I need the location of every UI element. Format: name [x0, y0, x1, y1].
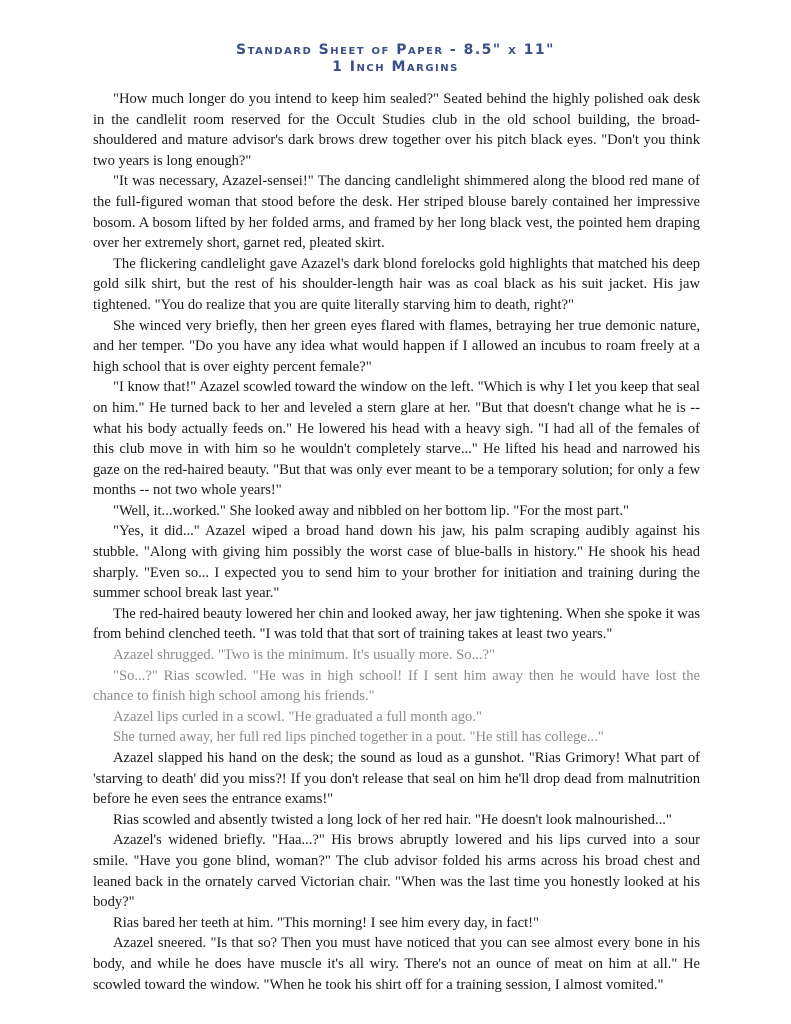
page-header — [0, 42, 791, 76]
paragraph: Azazel sneered. "Is that so? Then you must have noticed that you can see almost every bone in his body, and while he does have muscle it's all wiry. There's not an ounce of meat on him at all." He scowled toward the window. "When he took his shirt off for a training session, I almost vomited." — [93, 935, 700, 993]
header-line-2: 1 Inch Margins — [332, 59, 459, 75]
paragraph: Azazel slapped his hand on the desk; the sound as loud as a gunshot. "Rias Grimory! What part of 'starving to death' did you miss?! If you don't release that seal on him he'll drop dead from malnutrition before he even sees the entrance exams!" — [93, 750, 700, 808]
paragraph: Azazel lips curled in a scowl. "He graduated a full month ago." — [113, 708, 482, 725]
paragraph: "It was necessary, Azazel-sensei!" The dancing candlelight shimmered along the blood red mane of the full-figured woman that stood before the desk. Her striped blouse barely contained her impressive bosom. A bosom lifted by her folded arms, and framed by her long black vest, the pointed hem draping over her extremely short, garnet red, pleated skirt. — [93, 173, 700, 252]
paragraph: She turned away, her full red lips pinched together in a pout. "He still has college..." — [113, 729, 604, 746]
paragraph: "Yes, it did..." Azazel wiped a broad hand down his jaw, his palm scraping audibly against his stubble. "Along with giving him possibly the worst case of blue-balls in history." He shook his head sharply. "Even so... I expected you to send him to your brother for initiation and training during the summer school break last year." — [93, 523, 700, 602]
paragraph: Rias scowled and absently twisted a long lock of her red hair. "He doesn't look malnourished..." — [113, 811, 672, 828]
paragraph: "How much longer do you intend to keep him sealed?" Seated behind the highly polished oak desk in the candlelit room reserved for the Occult Studies club in the old school building, the broad-shouldered and mature advisor's dark brows drew together over his pitch black eyes. "Don't you think two years is long enough?" — [93, 91, 700, 169]
paragraph: Rias bared her teeth at him. "This morning! I see him every day, in fact!" — [113, 914, 539, 931]
paragraph: The red-haired beauty lowered her chin and looked away, her jaw tightening. When she spoke it was from behind clenched teeth. "I was told that that sort of training takes at least two years." — [93, 605, 700, 643]
paragraph: "So...?" Rias scowled. "He was in high school! If I sent him away then he would have lost the chance to finish high school among his friends." — [93, 667, 700, 705]
header-line-1: Standard Sheet of Paper - 8.5" x 11" — [236, 42, 555, 58]
paragraph: "I know that!" Azazel scowled toward the window on the left. "Which is why I let you keep that seal on him." He turned back to her and leveled a stern glare at her. "But that doesn't change what he is -- what his body actually feeds on." He lowered his head with a heavy sigh. "I had all of the females of this club move in with him so he wouldn't completely starve..." He lifted his head and narrowed his gaze on the red-haired beauty. "But that was only ever meant to be a temporary solution; for only a few months -- not two whole years!" — [93, 379, 700, 499]
paragraph: Azazel shrugged. "Two is the minimum. It's usually more. So...?" — [113, 647, 495, 664]
paragraph: She winced very briefly, then her green eyes flared with flames, betraying her true demonic nature, and her temper. "Do you have any idea what would happen if I allowed an incubus to roam freely at a high school that is over eighty percent female?" — [93, 317, 700, 375]
story-text — [93, 89, 700, 995]
paragraph: The flickering candlelight gave Azazel's dark blond forelocks gold highlights that matched his deep gold silk shirt, but the rest of his shoulder-length hair was as coal black as his suit jacket. His jaw tightened. "You do realize that you are quite literally starving him to death, right?" — [93, 255, 700, 313]
paragraph: "Well, it...worked." She looked away and nibbled on her bottom lip. "For the most part." — [113, 502, 629, 519]
paragraph: Azazel's widened briefly. "Haa...?" His brows abruptly lowered and his lips curved into a sour smile. "Have you gone blind, woman?" The club advisor folded his arms across his broad chest and leaned back in the ornately carved Victorian chair. "When was the last time you honestly looked at his body?" — [93, 832, 700, 911]
